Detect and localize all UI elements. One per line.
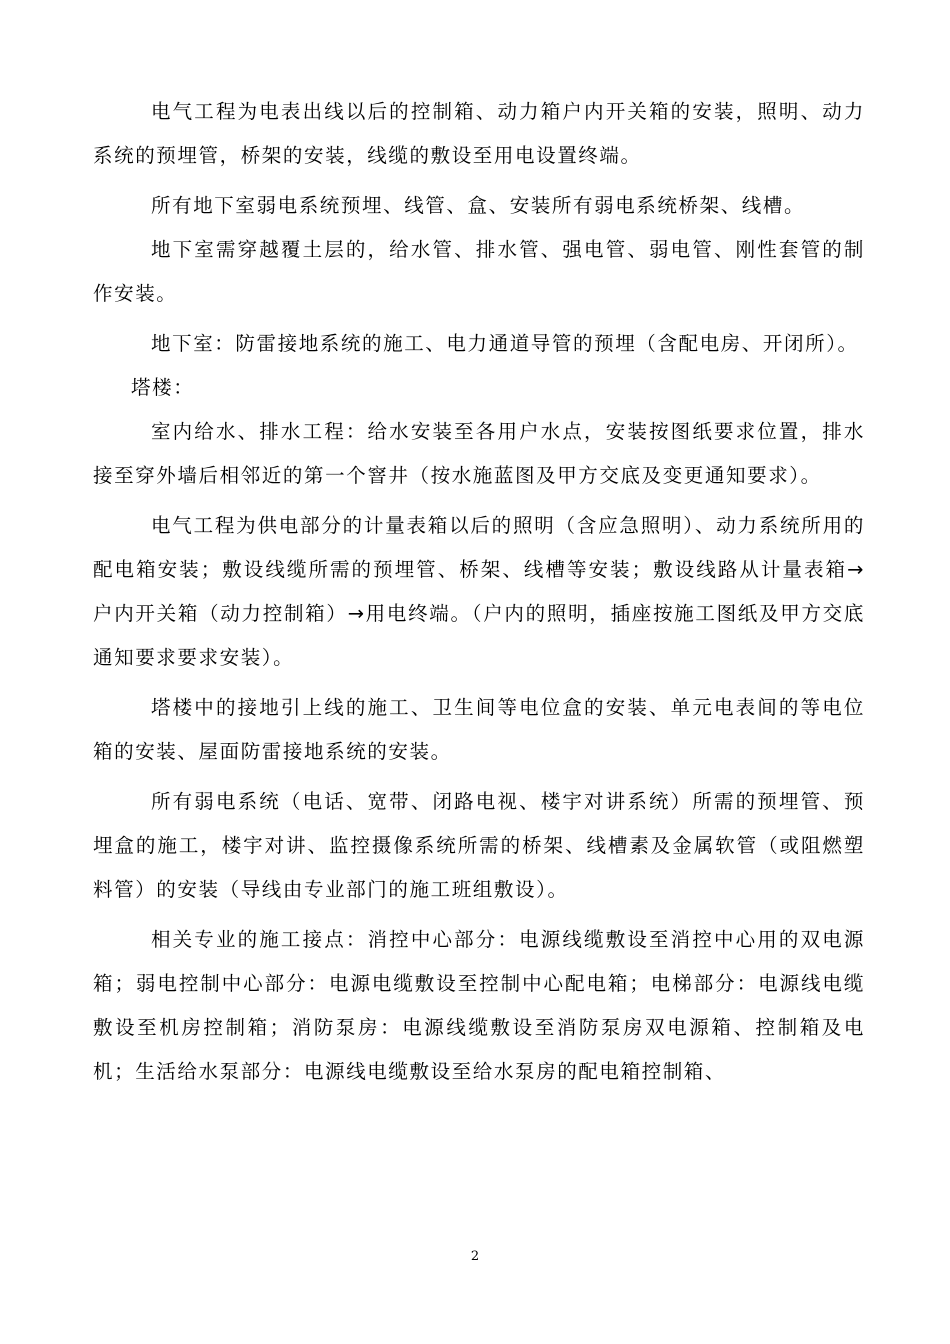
document-body (93, 90, 865, 1094)
paragraph-indoor-water: 室内给水、排水工程：给水安装至各用户水点，安装按图纸要求位置，排水接至穿外墙后相邻近的第一个窨井（按水施蓝图及甲方交底及变更通知要求）。 (93, 420, 865, 487)
paragraph-basement-weak-current: 所有地下室弱电系统预埋、线管、盒、安装所有弱电系统桥架、线槽。 (151, 194, 806, 217)
paragraph-tower-grounding: 塔楼中的接地引上线的施工、卫生间等电位盒的安装、单元电表间的等电位箱的安装、屋面防雷接地系统的安装。 (93, 696, 865, 763)
page-number: 2 (470, 1249, 480, 1264)
paragraph-interface-points: 相关专业的施工接点：消控中心部分：电源线缆敷设至消控中心用的双电源箱；弱电控制中心部分：电源电缆敷设至控制中心配电箱；电梯部分：电源线电缆敷设至机房控制箱；消防泵房：电源线缆敷设至消防泵房双电源箱、控制箱及电机；生活给水泵部分：电源线电缆敷设至给水泵房的配电箱控制箱、 (93, 928, 865, 1083)
paragraph-basement-grounding: 地下室：防雷接地系统的施工、电力通道导管的预埋（含配电房、开闭所）。 (151, 332, 859, 355)
paragraph-basement-pipes: 地下室需穿越覆土层的，给水管、排水管、强电管、弱电管、刚性套管的制作安装。 (93, 238, 865, 305)
paragraph-weak-current-systems: 所有弱电系统（电话、宽带、闭路电视、楼宇对讲系统）所需的预埋管、预埋盒的施工，楼宇对讲、监控摄像系统所需的桥架、线槽素及金属软管（或阻燃塑料管）的安装（导线由专业部门的施工班组敷设）。 (93, 790, 865, 901)
paragraph-tower-electrical: 电气工程为供电部分的计量表箱以后的照明（含应急照明）、动力系统所用的配电箱安装；敷设线缆所需的预埋管、桥架、线槽等安装；敷设线路从计量表箱→户内开关箱（动力控制箱）→用电终端。（户内的照明，插座按施工图纸及甲方交底通知要求要求安装）。 (93, 514, 865, 669)
paragraph-electrical-scope: 电气工程为电表出线以后的控制箱、动力箱户内开关箱的安装，照明、动力系统的预埋管，桥架的安装，线缆的敷设至用电设置终端。 (93, 100, 865, 167)
paragraph-tower-heading: 塔楼： (131, 376, 195, 399)
